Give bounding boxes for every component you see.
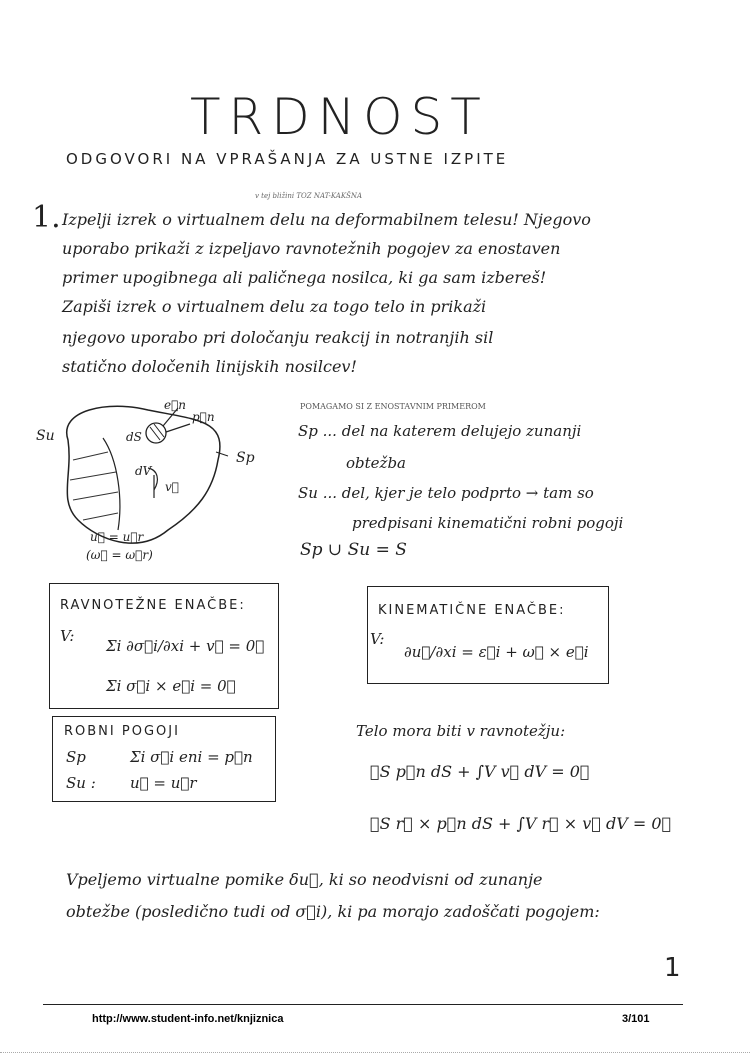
pn-arrow (166, 424, 190, 432)
ds-label: dS (126, 430, 142, 444)
equilibrium-eq-2: Σi σ⃗i × e⃗i = 0⃗ (106, 677, 236, 695)
pn-label: p⃗n (192, 410, 215, 424)
en-label: e⃗n (164, 398, 187, 412)
sp-boundary-eq: Σi σ⃗i eni = p⃗n (130, 748, 253, 766)
kinematic-equations-box (367, 586, 609, 684)
hatch-line (83, 513, 118, 520)
boundary-conditions-title: ROBNI POGOJI (64, 724, 180, 739)
question-line: statično določenih linijskih nosilcev! (62, 357, 357, 376)
hatch-line (73, 452, 108, 460)
kinematic-equations-title: KINEMATIČNE ENAČBE: (378, 603, 566, 618)
u-eq-label: u⃗ = u⃗r (90, 530, 144, 544)
note-small: POMAGAMO SI Z ENOSTAVNIM PRIMEROM (300, 402, 486, 411)
question-number: 1. (32, 200, 61, 235)
page-subtitle: ODGOVORI NA VPRAŠANJA ZA USTNE IZPITE (66, 150, 509, 168)
kinematic-volume-label: V: (370, 630, 385, 648)
question-line: Izpelji izrek o virtualnem delu na deformabilnem telesu! Njegovo (62, 210, 591, 229)
ds-hatch (150, 427, 160, 440)
sp-definition: Sp ... del na katerem delujejo zunanji (298, 422, 582, 440)
sp-leader (216, 452, 228, 456)
question-line: njegovo uporabo pri določanju reakcij in notranjih sil (62, 328, 494, 347)
surface-union: Sp ∪ Su = S (300, 540, 407, 560)
equilibrium-intro: Telo mora biti v ravnotežju: (356, 722, 566, 740)
question-line: primer upogibnega ali paličnega nosilca, ki ga sam izbereš! (62, 268, 547, 287)
su-definition: Su ... del, kjer je telo podprto → tam so (298, 484, 594, 502)
footer-page-number: 3/101 (622, 1013, 650, 1025)
sp-definition-cont: obtežba (346, 454, 406, 472)
v-label: v⃗ (165, 480, 179, 494)
bottom-dotted-edge (0, 1052, 750, 1053)
omega-eq-label: (ω⃗ = ω⃗r) (86, 548, 153, 562)
moment-equilibrium-eq: ∮S r⃗ × p⃗n dS + ∫V r⃗ × v⃗ dV = 0⃗ (370, 814, 672, 833)
sp-boundary-label: Sp (66, 748, 86, 766)
handwritten-page-number: 1 (664, 953, 681, 983)
footer-url[interactable]: http://www.student-info.net/knjiznica (92, 1013, 284, 1025)
question-line: uporabo prikaži z izpeljavo ravnotežnih pogojev za enostaven (62, 239, 561, 258)
hatch-line (73, 492, 118, 500)
dv-label: dV (135, 464, 152, 478)
su-boundary-eq: u⃗ = u⃗r (130, 774, 197, 792)
virtual-displacement-line: Vpeljemo virtualne pomike δu⃗, ki so neodvisni od zunanje (66, 870, 543, 889)
force-equilibrium-eq: ∮S p⃗n dS + ∫V v⃗ dV = 0⃗ (370, 762, 590, 781)
equilibrium-eq-1: Σi ∂σ⃗i/∂xi + v⃗ = 0⃗ (106, 637, 265, 655)
su-boundary (103, 438, 120, 530)
footer-divider (43, 1004, 683, 1005)
page-title: TRDNOST (190, 88, 489, 146)
su-label: Su (36, 428, 55, 444)
question-line: Zapiši izrek o virtualnem delu za togo telo in prikaži (62, 297, 487, 316)
tiny-note: v tej bližini TOZ NAT-KAKŠNA (255, 192, 363, 200)
su-boundary-label: Su : (66, 774, 96, 792)
virtual-displacement-line: obtežbe (posledično tudi od σ⃗i), ki pa morajo zadoščati pogojem: (66, 902, 600, 921)
equilibrium-equations-title: RAVNOTEŽNE ENAČBE: (60, 598, 246, 613)
sp-label: Sp (236, 450, 255, 466)
kinematic-eq-1: ∂u⃗/∂xi = ε⃗i + ω⃗ × e⃗i (404, 643, 589, 661)
su-definition-cont: predpisani kinematični robni pogoji (352, 514, 624, 532)
hatch-line (70, 472, 116, 480)
volume-label: V: (60, 627, 75, 645)
